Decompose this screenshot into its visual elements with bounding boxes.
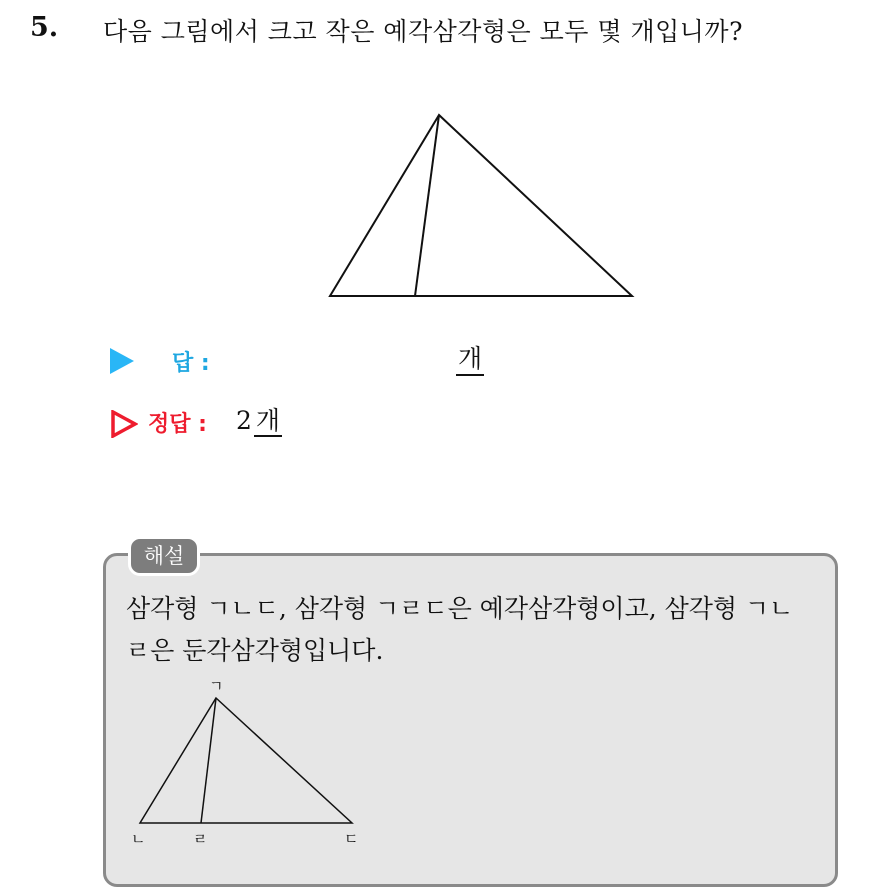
- correct-answer-value-group: [236, 406, 282, 436]
- explanation-line-2: ㄹ은 둔각삼각형입니다.: [126, 636, 384, 665]
- correct-answer-row: [110, 406, 610, 442]
- triangle-figure: [0, 0, 884, 340]
- answer-row: [110, 344, 610, 380]
- correct-answer-label: 정답 :: [148, 412, 207, 437]
- question-text: 다음 그림에서 크고 작은 예각삼각형은 모두 몇 개입니까?: [103, 17, 743, 46]
- question-number: 5.: [30, 12, 59, 43]
- correct-answer-value: 2: [236, 406, 252, 435]
- triangle-outline: [330, 115, 632, 296]
- answer-label: 답 :: [172, 351, 210, 376]
- correct-answer-unit: 개: [255, 406, 281, 435]
- explanation-line-1: 삼각형 ㄱㄴㄷ, 삼각형 ㄱㄹㄷ은 예각삼각형이고, 삼각형 ㄱㄴ: [126, 594, 794, 623]
- answer-blank-unit[interactable]: 개: [456, 344, 484, 376]
- triangle-inner-segment: [415, 115, 439, 296]
- vertex-label-bottom-right: ㄷ: [344, 830, 359, 848]
- vertex-label-top: ㄱ: [209, 677, 224, 695]
- vertex-label-bottom-left: ㄴ: [131, 830, 146, 848]
- explanation-text: [126, 588, 826, 672]
- explanation-tab: 해설: [128, 536, 200, 576]
- play-filled-icon: [110, 348, 134, 374]
- play-outline-icon: [110, 410, 138, 438]
- vertex-label-bottom-mid: ㄹ: [193, 830, 208, 848]
